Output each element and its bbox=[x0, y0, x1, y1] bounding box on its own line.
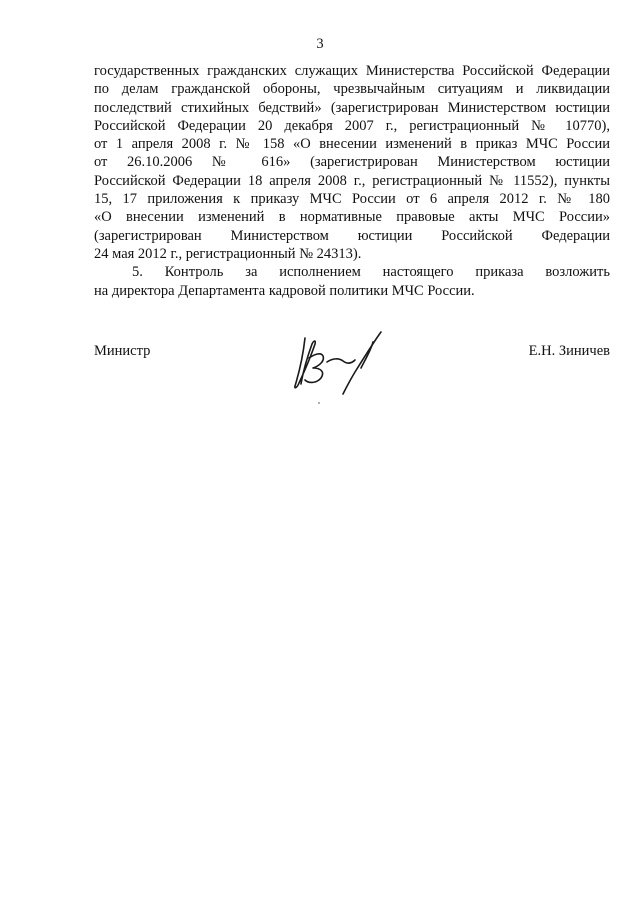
text-line: на директора Департамента кадровой политики МЧС России. bbox=[94, 282, 475, 299]
text-line: 15, 17 приложения к приказу МЧС России от 6 апреля 2012 г. № 180 bbox=[94, 191, 610, 208]
signatory-title: Министр bbox=[94, 343, 151, 359]
text-line: Российской Федерации 20 декабря 2007 г., регистрационный № 10770), bbox=[94, 117, 610, 134]
text-line: от 26.10.2006 № 616» (зарегистрирован Министерством юстиции bbox=[94, 154, 610, 171]
text-line: 24 мая 2012 г., регистрационный № 24313). bbox=[94, 245, 362, 262]
text-line: от 1 апреля 2008 г. № 158 «О внесении изменений в приказ МЧС России bbox=[94, 136, 610, 153]
handwritten-signature bbox=[285, 328, 395, 398]
text-line: последствий стихийных бедствий» (зарегистрирован Министерством юстиции bbox=[94, 99, 610, 116]
text-line: государственных гражданских служащих Министерства Российской Федерации bbox=[94, 63, 610, 79]
text-line: (зарегистрирован Министерством юстиции Российской Федерации bbox=[94, 227, 610, 244]
scan-speck bbox=[318, 402, 320, 404]
text-line: по делам гражданской обороны, чрезвычайным ситуациям и ликвидации bbox=[94, 81, 610, 98]
signatory-name: Е.Н. Зиничев bbox=[528, 343, 610, 359]
page-number: 3 bbox=[316, 36, 324, 52]
text-line: «О внесении изменений в нормативные правовые акты МЧС России» bbox=[94, 209, 610, 226]
text-line: 5. Контроль за исполнением настоящего приказа возложить bbox=[132, 264, 610, 281]
document-body bbox=[94, 62, 610, 300]
text-line: Российской Федерации 18 апреля 2008 г., регистрационный № 11552), пункты bbox=[94, 172, 610, 189]
